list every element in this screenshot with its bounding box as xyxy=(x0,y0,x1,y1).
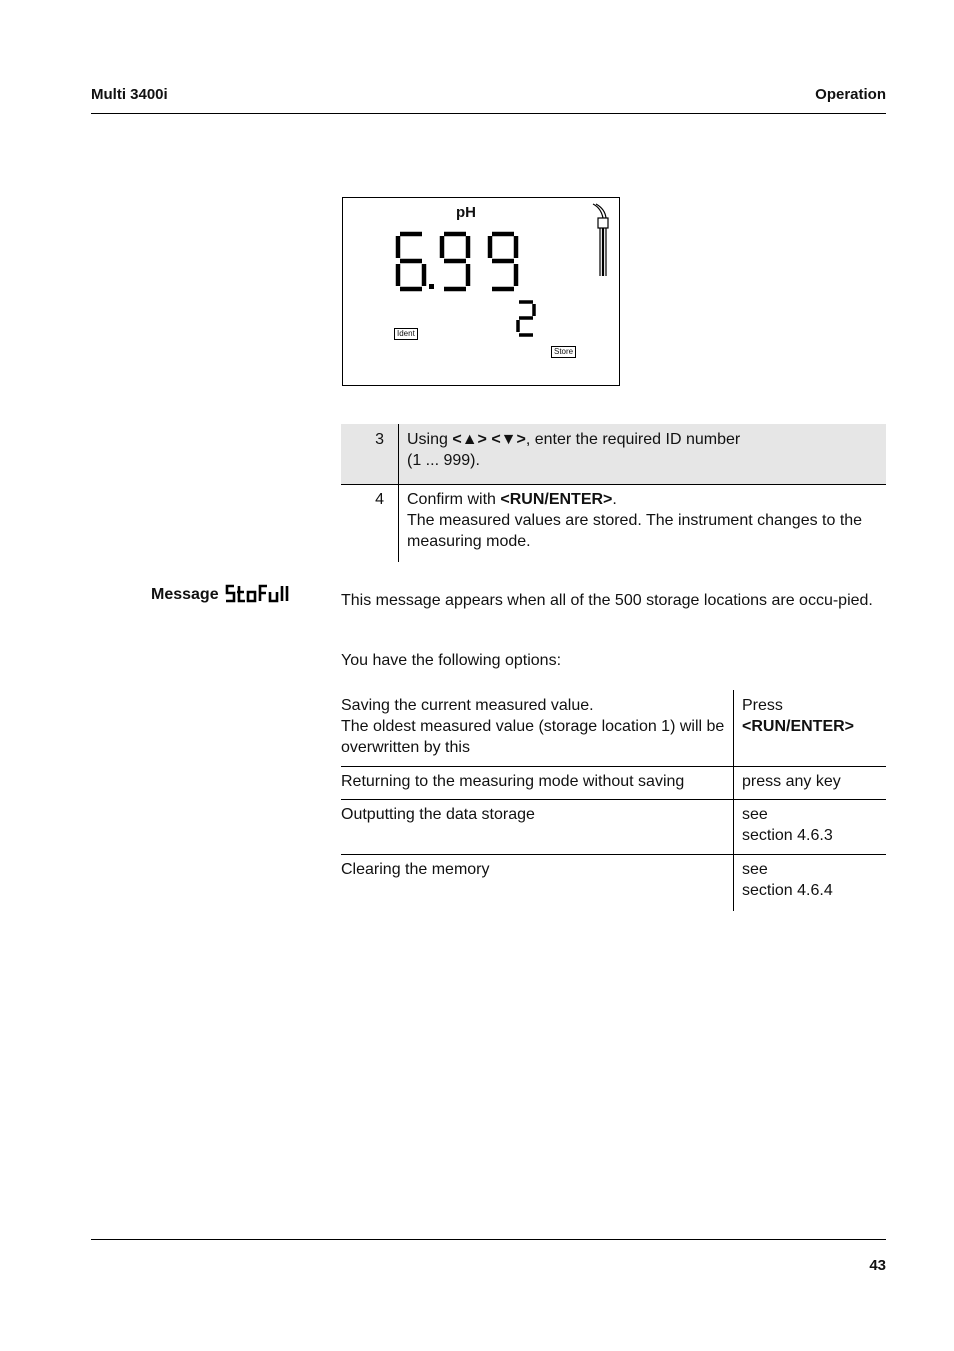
option-how xyxy=(734,800,887,855)
lcd-unit-label: pH xyxy=(456,204,476,221)
step-text-line2: (1 ... 999). xyxy=(407,452,480,469)
running-header-product: Multi 3400i xyxy=(91,86,168,103)
option-how-line1: see xyxy=(742,806,768,823)
step-number: 3 xyxy=(341,424,399,485)
lcd-digit-6 xyxy=(398,234,424,289)
options-intro: You have the following options: xyxy=(341,652,562,669)
lcd-store-tag: Store xyxy=(551,346,576,358)
option-row xyxy=(341,855,886,912)
message-label: Message xyxy=(151,586,219,603)
step-text xyxy=(399,424,887,485)
option-how-line2: section 4.6.4 xyxy=(742,882,833,899)
option-action-line1: Saving the current measured value. xyxy=(341,697,594,714)
option-how-line1: Press xyxy=(742,697,783,714)
lcd-decimal-point xyxy=(429,284,434,289)
step-number: 4 xyxy=(341,485,399,563)
stofull-lcd-code xyxy=(224,584,290,604)
lcd-sub-digit-2 xyxy=(518,302,534,335)
lcd-digit-9b xyxy=(490,234,516,289)
step-text-pre: Confirm with xyxy=(407,491,501,508)
electrode-icon xyxy=(593,204,608,276)
footer-rule xyxy=(91,1239,886,1240)
option-how xyxy=(734,690,887,767)
option-action: Outputting the data storage xyxy=(341,800,734,855)
option-how xyxy=(734,855,887,912)
option-how-key: <RUN/ENTER> xyxy=(742,718,855,735)
message-heading xyxy=(151,584,290,604)
step-text-pre: Using xyxy=(407,431,453,448)
message-description: This message appears when all of the 500 storage locations are occu-pied. xyxy=(341,592,873,609)
option-how-line1: see xyxy=(742,861,768,878)
lcd-digit-9a xyxy=(442,234,468,289)
step-row xyxy=(341,424,886,485)
running-header-section: Operation xyxy=(815,86,886,103)
lcd-ident-tag: Ident xyxy=(394,328,418,340)
option-action xyxy=(341,690,734,767)
option-row xyxy=(341,800,886,855)
option-action-line2: The oldest measured value (storage location 1) will be overwritten by this xyxy=(341,718,725,756)
option-action: Returning to the measuring mode without saving xyxy=(341,767,734,800)
option-row xyxy=(341,767,886,800)
lcd-segments xyxy=(343,198,621,387)
step-text-post: . xyxy=(612,491,617,508)
step-row xyxy=(341,485,886,563)
lcd-display xyxy=(342,197,620,386)
option-how-line2: section 4.6.3 xyxy=(742,827,833,844)
page-number: 43 xyxy=(869,1257,886,1274)
option-action: Clearing the memory xyxy=(341,855,734,912)
options-table xyxy=(341,690,886,911)
step-text-line2: The measured values are stored. The instrument changes to the measuring mode. xyxy=(407,512,863,550)
step-text-post: , enter the required ID number xyxy=(525,431,741,448)
option-row xyxy=(341,690,886,767)
steps-table xyxy=(341,424,886,562)
step-key: <RUN/ENTER> xyxy=(500,491,613,508)
step-key: <▲> <▼> xyxy=(452,431,526,448)
option-how: press any key xyxy=(734,767,887,800)
step-text xyxy=(399,485,887,563)
header-rule xyxy=(91,113,886,114)
